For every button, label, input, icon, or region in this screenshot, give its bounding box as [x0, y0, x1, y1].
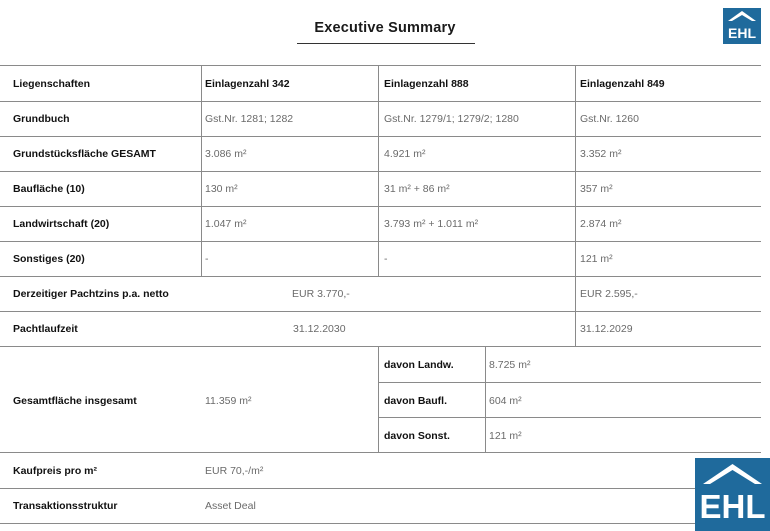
header-col-888: Einlagenzahl 888 — [384, 78, 469, 90]
roof-icon — [695, 458, 770, 490]
title-underline — [297, 43, 475, 44]
sub-value-landw: 8.725 m² — [489, 359, 531, 371]
cell-pachtzins-849: EUR 2.595,- — [580, 288, 638, 300]
cell-bauflaeche-849: 357 m² — [580, 183, 613, 195]
cell-grundstuecksflaeche-849: 3.352 m² — [580, 148, 622, 160]
row-label-grundstuecksflaeche: Grundstücksfläche GESAMT — [13, 148, 156, 160]
ehl-logo-small: EHL — [723, 8, 761, 44]
cell-grundbuch-849: Gst.Nr. 1260 — [580, 113, 639, 125]
header-col-849: Einlagenzahl 849 — [580, 78, 665, 90]
page-title: Executive Summary — [314, 20, 456, 36]
cell-grundbuch-342: Gst.Nr. 1281; 1282 — [205, 113, 294, 125]
cell-kaufpreis-value: EUR 70,-/m² — [205, 465, 264, 477]
row-label-pachtzins: Derzeitiger Pachtzins p.a. netto — [13, 288, 169, 300]
row-label-kaufpreis: Kaufpreis pro m² — [13, 465, 98, 477]
sub-value-sonst: 121 m² — [489, 430, 522, 442]
row-label-gesamtflaeche: Gesamtfläche insgesamt — [13, 395, 137, 407]
cell-bauflaeche-342: 130 m² — [205, 183, 238, 195]
cell-grundstuecksflaeche-342: 3.086 m² — [205, 148, 247, 160]
cell-grundstuecksflaeche-888: 4.921 m² — [384, 148, 426, 160]
cell-sonstiges-342: - — [205, 253, 209, 265]
cell-pachtzins-merged: EUR 3.770,- — [292, 288, 350, 300]
ehl-logo-large: EHL — [695, 458, 770, 531]
cell-gesamtflaeche-value: 11.359 m² — [205, 395, 252, 407]
cell-landwirtschaft-342: 1.047 m² — [205, 218, 247, 230]
row-label-grundbuch: Grundbuch — [13, 113, 70, 125]
cell-sonstiges-888: - — [384, 253, 388, 265]
row-label-bauflaeche: Baufläche (10) — [13, 183, 85, 195]
cell-grundbuch-888: Gst.Nr. 1279/1; 1279/2; 1280 — [384, 113, 519, 125]
row-label-pachtlaufzeit: Pachtlaufzeit — [13, 323, 78, 335]
cell-pachtlaufzeit-849: 31.12.2029 — [580, 323, 633, 335]
cell-pachtlaufzeit-merged: 31.12.2030 — [293, 323, 346, 335]
row-label-sonstiges: Sonstiges (20) — [13, 253, 85, 265]
cell-sonstiges-849: 121 m² — [580, 253, 613, 265]
header-col-342: Einlagenzahl 342 — [205, 78, 290, 90]
cell-transaktionsstruktur-value: Asset Deal — [205, 500, 256, 512]
row-label-transaktionsstruktur: Transaktionsstruktur — [13, 500, 118, 512]
cell-bauflaeche-888: 31 m² + 86 m² — [384, 183, 450, 195]
sub-value-baufl: 604 m² — [489, 395, 522, 407]
sub-label-landw: davon Landw. — [384, 359, 454, 371]
cell-landwirtschaft-888: 3.793 m² + 1.011 m² — [384, 218, 479, 230]
roof-icon — [723, 8, 761, 26]
sub-label-baufl: davon Baufl. — [384, 395, 448, 407]
sub-label-sonst: davon Sonst. — [384, 430, 450, 442]
header-label: Liegenschaften — [13, 78, 91, 90]
cell-landwirtschaft-849: 2.874 m² — [580, 218, 622, 230]
row-label-landwirtschaft: Landwirtschaft (20) — [13, 218, 110, 230]
